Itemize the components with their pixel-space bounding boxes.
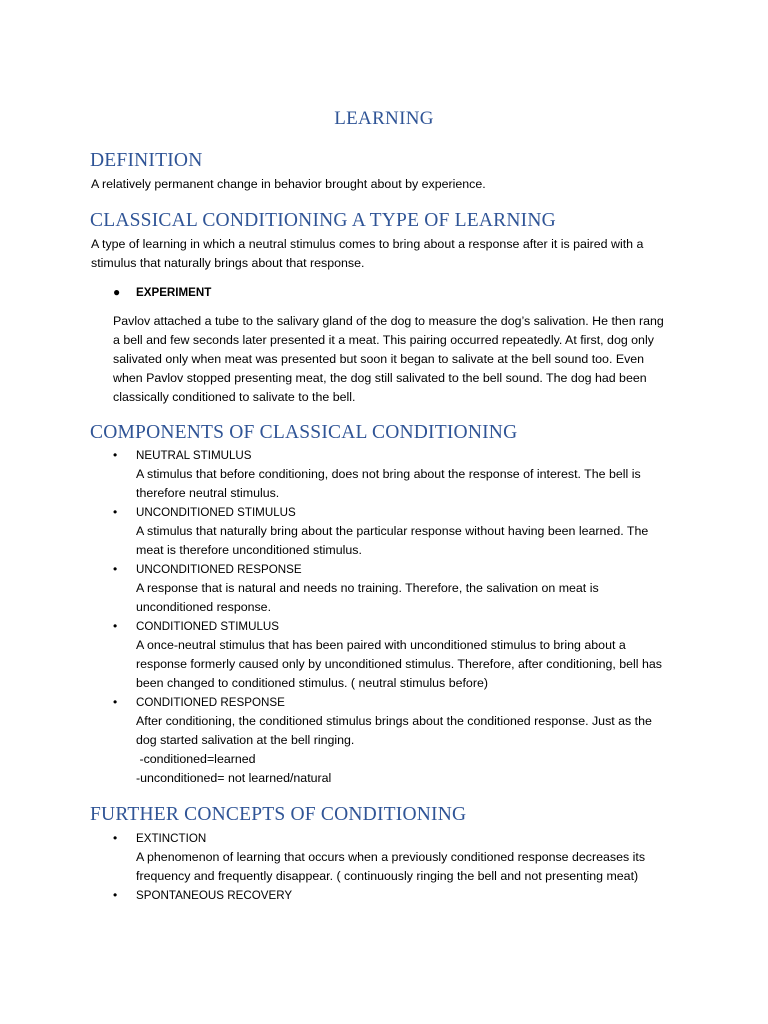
concept-line: A phenomenon of learning that occurs when a previously conditioned response decreases its	[136, 850, 646, 864]
concept-label: SPONTANEOUS RECOVERY	[136, 889, 293, 902]
concept-line: frequency and frequently disappear. ( continuously ringing the bell and not presenting meat)	[136, 869, 639, 883]
component-line: A once-neutral stimulus that has been paired with unconditioned stimulus to bring about a	[136, 638, 626, 652]
component-description	[136, 712, 652, 788]
experiment-line: when Pavlov stopped presenting meat, the dog still salivated to the bell sound. The dog had been	[113, 371, 647, 385]
concept-label: EXTINCTION	[136, 832, 207, 845]
component-description	[136, 636, 662, 693]
component-line: unconditioned response.	[136, 600, 272, 614]
list-bullet: •	[113, 505, 118, 519]
component-label: CONDITIONED STIMULUS	[136, 620, 279, 633]
definition-text: A relatively permanent change in behavior brought about by experience.	[91, 177, 486, 191]
experiment-line: classically conditioned to salivate to the bell.	[113, 390, 356, 404]
component-description	[136, 522, 648, 560]
component-label: UNCONDITIONED STIMULUS	[136, 506, 296, 519]
definition-heading: DEFINITION	[90, 150, 203, 171]
experiment-line: Pavlov attached a tube to the salivary gland of the dog to measure the dog’s salivation. He then rang	[113, 314, 664, 328]
classical-heading: CLASSICAL CONDITIONING A TYPE OF LEARNING	[90, 210, 556, 231]
list-bullet: •	[113, 448, 118, 462]
component-line: After conditioning, the conditioned stimulus brings about the conditioned response. Just as the	[136, 714, 652, 728]
component-line: meat is therefore unconditioned stimulus.	[136, 543, 362, 557]
list-bullet: •	[113, 888, 118, 902]
further-heading: FURTHER CONCEPTS OF CONDITIONING	[90, 804, 467, 825]
list-bullet: •	[113, 831, 118, 845]
classical-line: stimulus that naturally brings about that response.	[91, 256, 365, 270]
component-line: been changed to conditioned stimulus. ( neutral stimulus before)	[136, 676, 488, 690]
component-label: NEUTRAL STIMULUS	[136, 449, 252, 462]
experiment-line: a bell and few seconds later presented it a meat. This pairing occurred repeatedly. At first, dog only	[113, 333, 654, 347]
component-description	[136, 579, 599, 617]
component-line: A response that is natural and needs no training. Therefore, the salivation on meat is	[136, 581, 599, 595]
component-label: UNCONDITIONED RESPONSE	[136, 563, 302, 576]
experiment-bullet: ●	[113, 285, 121, 299]
component-line: therefore neutral stimulus.	[136, 486, 280, 500]
experiment-line: salivated only when meat was presented but soon it began to salivate at the bell sound too. Even	[113, 352, 645, 366]
component-description	[136, 465, 641, 503]
component-line: A stimulus that naturally bring about the particular response without having been learned. The	[136, 524, 649, 538]
classical-paragraph	[91, 235, 691, 273]
classical-line: A type of learning in which a neutral stimulus comes to bring about a response after it is paired with a	[91, 237, 644, 251]
experiment-label: EXPERIMENT	[136, 286, 212, 299]
component-line: response formerly caused only by unconditioned stimulus. Therefore, after conditioning, bell has	[136, 657, 662, 671]
component-line: A stimulus that before conditioning, does not bring about the response of interest. The bell is	[136, 467, 641, 481]
components-heading: COMPONENTS OF CLASSICAL CONDITIONING	[90, 422, 518, 443]
list-bullet: •	[113, 619, 118, 633]
component-line: dog started salivation at the bell ringing.	[136, 733, 355, 747]
experiment-paragraph	[113, 312, 664, 407]
list-bullet: •	[113, 695, 118, 709]
component-label: CONDITIONED RESPONSE	[136, 696, 285, 709]
list-bullet: •	[113, 562, 118, 576]
component-line: -conditioned=learned	[136, 752, 256, 766]
component-line: -unconditioned= not learned/natural	[136, 771, 332, 785]
document-title: LEARNING	[334, 108, 434, 129]
concept-description	[136, 848, 645, 886]
